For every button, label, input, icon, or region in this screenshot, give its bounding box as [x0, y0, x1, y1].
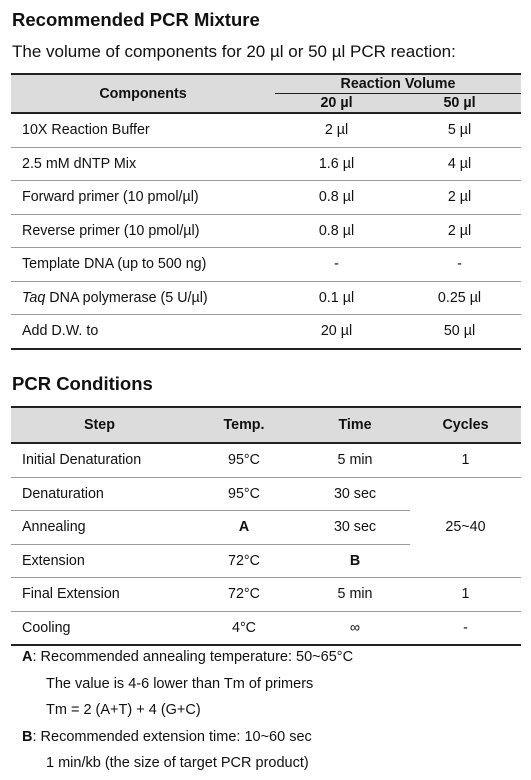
note-b-text: : Recommended extension time: 10~60 sec — [32, 728, 312, 745]
header-temp: Temp. — [188, 407, 300, 443]
volume-20: 0.8 µl — [275, 181, 398, 215]
step-time: 5 min — [300, 578, 410, 612]
table-row — [11, 281, 521, 315]
header-cycles: Cycles — [410, 407, 521, 443]
volume-50: 5 µl — [398, 113, 521, 147]
note-b-key: B — [22, 728, 33, 745]
component-name: Template DNA (up to 500 ng) — [11, 248, 275, 282]
step-name: Final Extension — [11, 578, 188, 612]
mixture-title: Recommended PCR Mixture — [12, 9, 260, 30]
volume-20: 1.6 µl — [275, 147, 398, 181]
header-time: Time — [300, 407, 410, 443]
mixture-table — [11, 73, 521, 350]
step-name: Annealing — [11, 511, 188, 545]
volume-50: 2 µl — [398, 214, 521, 248]
volume-50: 0.25 µl — [398, 281, 521, 315]
note-a — [22, 644, 353, 671]
component-name: Add D.W. to — [11, 315, 275, 349]
step-time: 30 sec — [300, 477, 410, 511]
table-row — [11, 443, 521, 477]
step-cycles: - — [410, 611, 521, 645]
notes — [22, 644, 353, 777]
note-a-text: : Recommended annealing temperature: 50~65°C — [32, 649, 354, 665]
step-time: 30 sec — [300, 511, 410, 545]
cycles-group: 25~40 — [410, 477, 521, 578]
note-a-line2: The value is 4-6 lower than Tm of primers — [46, 675, 314, 692]
step-cycles: 1 — [410, 578, 521, 612]
volume-20: 0.1 µl — [275, 281, 398, 315]
volume-50: 4 µl — [398, 147, 521, 181]
step-temp: 95°C — [188, 477, 300, 511]
step-temp: 4°C — [188, 611, 300, 645]
conditions-title: PCR Conditions — [12, 373, 153, 394]
step-time: B — [300, 544, 410, 578]
step-cycles: 1 — [410, 443, 521, 477]
note-a-key: A — [22, 649, 33, 665]
note-b-line2: 1 min/kb (the size of target PCR product) — [46, 755, 309, 771]
volume-20: 20 µl — [275, 315, 398, 349]
step-time: 5 min — [300, 443, 410, 477]
volume-50: - — [398, 248, 521, 282]
component-name: Forward primer (10 pmol/µl) — [11, 181, 275, 215]
component-name-rest: DNA polymerase (5 U/µl) — [45, 289, 208, 306]
table-row — [11, 214, 521, 248]
table-row — [11, 147, 521, 181]
taq-italic: Taq — [22, 289, 46, 306]
step-temp: 95°C — [188, 443, 300, 477]
volume-50: 2 µl — [398, 181, 521, 215]
note-a-line3: Tm = 2 (A+T) + 4 (G+C) — [46, 702, 201, 718]
table-row — [11, 181, 521, 215]
step-name: Extension — [11, 544, 188, 578]
component-name: Reverse primer (10 pmol/µl) — [11, 214, 275, 248]
note-b — [22, 724, 353, 751]
step-name: Denaturation — [11, 477, 188, 511]
header-50ul: 50 µl — [398, 94, 521, 114]
volume-20: 0.8 µl — [275, 214, 398, 248]
step-temp: 72°C — [188, 578, 300, 612]
table-row — [11, 578, 521, 612]
step-name: Cooling — [11, 611, 188, 645]
component-name: 2.5 mM dNTP Mix — [11, 147, 275, 181]
mixture-subtitle: The volume of components for 20 µl or 50 µl PCR reaction: — [12, 42, 456, 61]
volume-20: - — [275, 248, 398, 282]
table-row — [11, 477, 521, 511]
step-temp: A — [188, 511, 300, 545]
header-components: Components — [11, 74, 275, 113]
header-20ul: 20 µl — [275, 94, 398, 114]
component-name — [11, 281, 275, 315]
step-temp: 72°C — [188, 544, 300, 578]
volume-50: 50 µl — [398, 315, 521, 349]
conditions-table — [11, 406, 521, 646]
table-row — [11, 113, 521, 147]
table-row — [11, 611, 521, 645]
table-row — [11, 315, 521, 349]
table-row — [11, 248, 521, 282]
step-time: ∞ — [300, 611, 410, 645]
header-step: Step — [11, 407, 188, 443]
component-name: 10X Reaction Buffer — [11, 113, 275, 147]
step-name: Initial Denaturation — [11, 443, 188, 477]
header-reaction-volume: Reaction Volume — [275, 74, 521, 94]
volume-20: 2 µl — [275, 113, 398, 147]
